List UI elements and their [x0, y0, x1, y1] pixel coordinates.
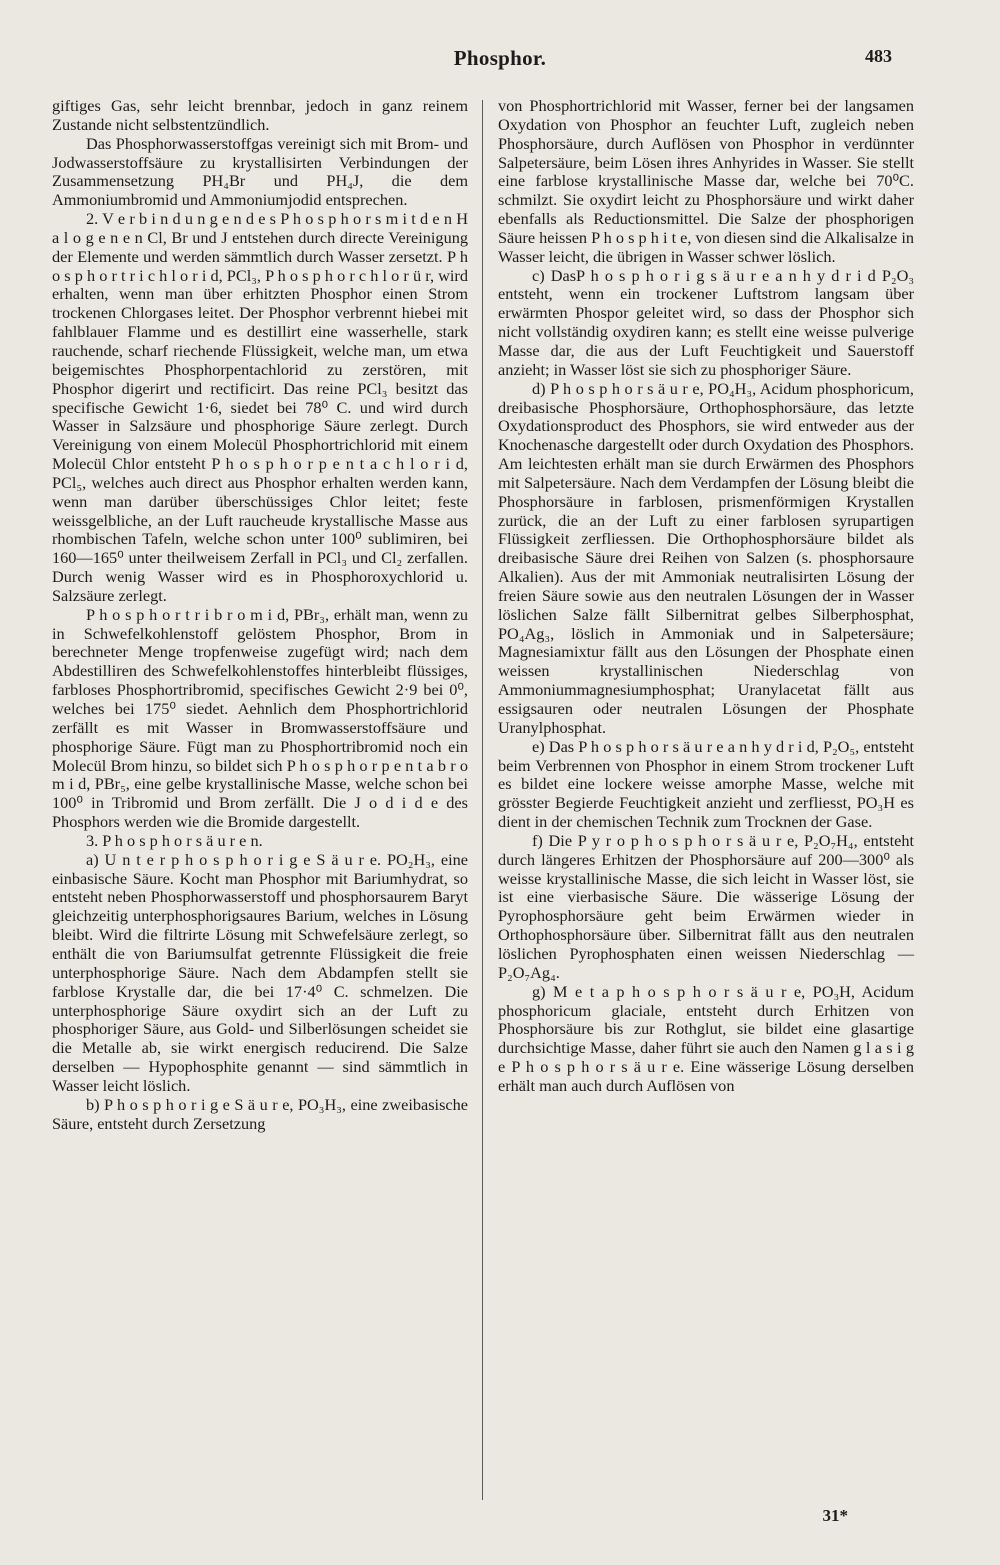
- paragraph: e) Das P h o s p h o r s ä u r e a n h y d r i d, P₂O₅, entsteht beim Verbrennen von Phosphor in einem Strom trockener Luft es bildet eine lockere weisse amorphe Masse, welche mit grösster Begierde Feuchtigkeit anzieht und zerfliesst, PO₃H es dient in der chemischen Technik zum Trocknen der Gase.: [498, 736, 914, 832]
- paragraph: 3. P h o s p h o r s ä u r e n.: [86, 830, 263, 850]
- paragraph: 2. V e r b i n d u n g e n d e s P h o s p h o r s m i t d e n H a l o g e n e n Cl, Br und J entstehen durch directe Vereinigung der Elemente und werden sämmtlich durch Wasser zersetzt. P h o s p h o r t r i c h l o r i d, PCl₃, P h o s p h o r c h l o r ü r, wird erhalten, wenn man über erhitzten Phosphor einen Strom trockenen Chlorgases leitet. Der Phosphor verbrennt hiebei mit fahlblauer Flamme und es destillirt eine wasserhelle, stark rauchende, scharf riechende Flüssigkeit, welche man, um etwa beigemischtes Phosphorpentachlorid zu zerstören, mit Phosphor digerirt und rectificirt. Das reine PCl₃ besitzt das specifische Gewicht 1·6, siedet bei 78⁰ C. und wird durch Wasser in Salzsäure und phosphorige Säure zerlegt. Durch Vereinigung von einem Molecül Phosphortrichlorid mit einem Molecül Chlor entsteht P h o s p h o r p e n t a c h l o r i d, PCl₅, welches auch direct aus Phosphor erhalten werden kann, wenn man darüber überschüssiges Chlor leitet; feste weissgelbliche, an der Luft raucheude krystallische Masse aus rhombischen Tafeln, welche schon unter 100⁰ sublimiren, bei 160—165⁰ unter theilweisem Zerfall in PCl₃ und Cl₂ zerfallen. Durch wenig Wasser wird es in Phosphoroxychlorid u. Salzsäure zerlegt.: [52, 209, 468, 605]
- paragraph: P h o s p h o r t r i b r o m i d, PBr₃, erhält man, wenn zu in Schwefelkohlenstoff gelöstem Phosphor, Brom in berechneter Menge tropfenweise zugefügt wird; nach dem Abdestilliren des Schwefelkohlenstoffes hinterbleibt flüssiges, farbloses Phosphortribromid, specifisches Gewicht 2·9 bei 0⁰, welches bei 175⁰ siedet. Aehnlich dem Phosphortrichlorid zerfällt es mit Wasser in Bromwasserstoffsäure und phosphorige Säure. Fügt man zu Phosphortribromid noch ein Molecül Brom hinzu, so bildet sich P h o s p h o r p e n t a b r o m i d, PBr₅, eine gelbe krystallinische Masse, welche schon bei 100⁰ in Tribromid und Brom zerfällt. Die J o d i d e des Phosphors werden wie die Bromide dargestellt.: [52, 604, 468, 832]
- paragraph: a) U n t e r p h o s p h o r i g e S ä u r e. PO₂H₃, eine einbasische Säure. Kocht man Phosphor mit Bariumhydrat, so entsteht neben Phosphorwasserstoff und phosphorsaurem Baryt gleichzeitig unterphosphorigsaures Barium, welches in Lösung bleibt. Wird die filtrirte Lösung mit Schwefelsäure zerlegt, so enthält die von Bariumsulfat getrennte Flüssigkeit die freie unterphosphorige Säure. Nach dem Abdampfen stellt sie farblose Krystalle dar, die bei 17·4⁰ C. schmelzen. Die unterphosphorige Säure oxydirt sich an der Luft zu phosphoriger Säure, aus Gold- und Silberlösungen scheidet sie die Metalle ab, sie wirkt energisch reducirend. Die Salze derselben — Hypophosphite genannt — sind sämmtlich in Wasser leicht löslich.: [52, 849, 468, 1095]
- running-head: [0, 42, 1000, 76]
- page-title: Phosphor.: [453, 46, 547, 70]
- paragraph: giftiges Gas, sehr leicht brennbar, jedoch in ganz reinem Zustande nicht selbstentzündlich.: [52, 96, 468, 134]
- column-divider: [482, 100, 483, 1500]
- paragraph: d) P h o s p h o r s ä u r e, PO₄H₃, Acidum phosphoricum, dreibasische Phosphorsäure, Orthophosphorsäure, das letzte Oxydationsproduct des Phosphors, sie wird entweder aus der Knochenasche dargestellt oder durch Oxydation des Phosphors. Am leichtesten erhält man sie durch Erwärmen des Phosphors mit Salpetersäure. Nach dem Verdampfen der Lösung bleibt die Phosphorsäure in farblosen, prismenförmigen Krystallen zurück, die an der Luft zu einer farblosen syrupartigen Flüssigkeit zerfliessen. Die Orthophosphorsäure bildet als dreibasische Säure drei Reihen von Salzen (s. phosphorsaure Alkalien). Aus der mit Ammoniak neutralisirten Lösung der freien Säure sowie aus den neutralen Lösungen der in Wasser löslichen Salze fällt Silbernitrat gelbes Silberphosphat, PO₄Ag₃, löslich in Ammoniak und in Salpetersäure; Magnesiamixtur fällt aus den Lösungen der Phosphate einen weissen krystallinischen Niederschlag von Ammoniummagnesiumphosphat; Uranylacetat fällt aus essigsauren oder neutralen Lösungen der Phosphate Uranylphosphat.: [498, 378, 914, 737]
- paragraph: f) Die P y r o p h o s p h o r s ä u r e, P₂O₇H₄, entsteht durch längeres Erhitzen der Phosphorsäure auf 200—300⁰ als weisse krystallinische Masse, die sich leicht in Wasser löst, sie ist eine vierbasische Säure. Die wässerige Lösung der Pyrophosphorsäure geht beim Erwärmen wieder in Orthophosphorsäure über. Silbernitrat fällt aus den neutralen löslichen Pyrophosphaten einen weissen Niederschlag — P₂O₇Ag₄.: [498, 830, 914, 982]
- paragraph: g) M e t a p h o s p h o r s ä u r e, PO₃H, Acidum phosphoricum glaciale, entsteht durch Erhitzen von Phosphorsäure bis zur Rothglut, sie bildet eine glasartige durchsichtige Masse, daher führt sie auch den Namen g l a s i g e P h o s p h o r s ä u r e. Eine wässerige Lösung derselben erhält man auch durch Auflösen von: [498, 981, 914, 1095]
- right-column: [498, 97, 914, 1096]
- left-column: [52, 97, 468, 1133]
- paragraph: Das Phosphorwasserstoffgas vereinigt sich mit Brom- und Jodwasserstoffsäure zu krystallisirten Verbindungen der Zusammensetzung PH₄Br und PH₄J, die dem Ammoniumbromid und Ammoniumjodid entsprechen.: [52, 133, 468, 210]
- signature-mark: 31*: [822, 1506, 848, 1525]
- page-number: 483: [865, 46, 892, 66]
- paragraph: von Phosphortrichlorid mit Wasser, ferner bei der langsamen Oxydation von Phosphor an feuchter Luft, zugleich neben Phosphorsäure, durch Auflösen von Phosphor in verdünnter Salpetersäure, beim Lösen ihres Anhyrides in Wasser. Sie stellt eine farblose krystallinische Masse dar, welche bei 70⁰C. schmilzt. Sie oxydirt leicht zu Phosphorsäure und wirkt daher ebenfalls als Reductionsmittel. Die Salze der phosphorigen Säure heissen P h o s p h i t e, von diesen sind die Alkalisalze in Wasser leicht, die übrigen in Wasser schwer löslich.: [498, 96, 914, 266]
- paragraph: b) P h o s p h o r i g e S ä u r e, PO₃H₃, eine zweibasische Säure, entsteht durch Zersetzung: [52, 1094, 468, 1133]
- paragraph: c) DasP h o s p h o r i g s ä u r e a n h y d r i d P₂O₃ entsteht, wenn ein trockener Luftstrom langsam über erwärmten Phospor geleitet wird, so dass der Phosphor sich nicht vollständig oxydiren kann; es stellt eine weisse pulverige Masse dar, die aus der Luft Feuchtigkeit und Sauerstoff anzieht; in Wasser löst sie sich zu phosphoriger Säure.: [498, 265, 914, 379]
